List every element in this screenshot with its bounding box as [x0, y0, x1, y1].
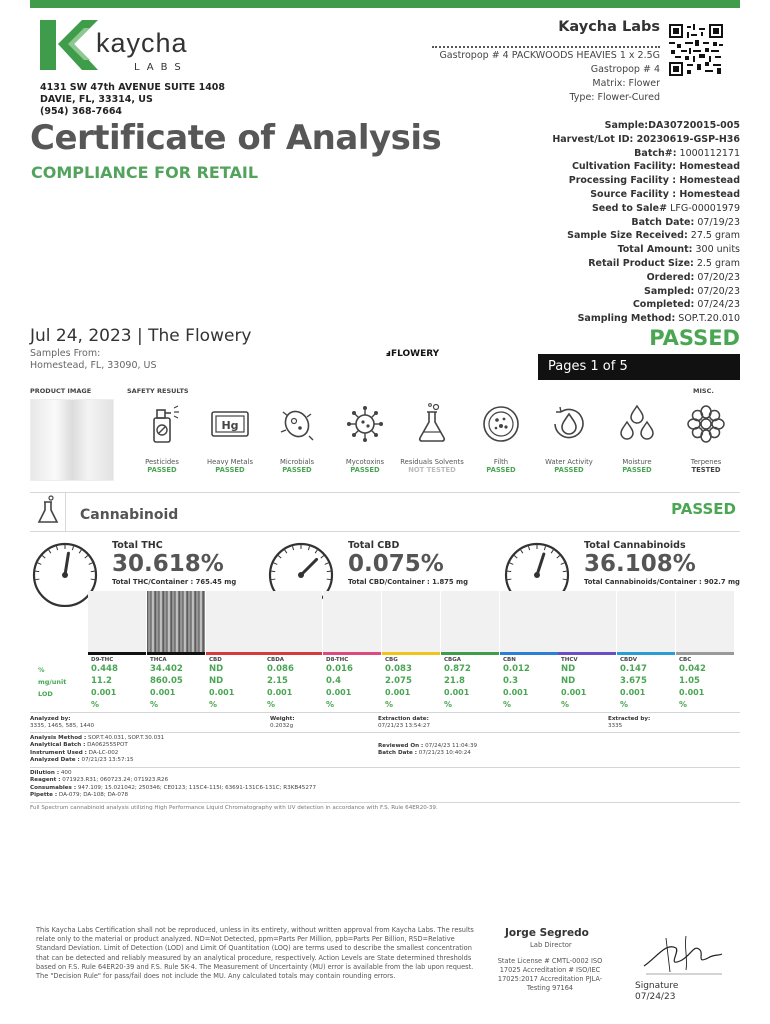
safety-status: PASSED: [554, 466, 584, 474]
extracted-by: [608, 716, 650, 731]
sample-info-row: [552, 216, 740, 230]
table-cell: 0.001: [91, 688, 117, 697]
table-cell: %: [679, 700, 688, 709]
method-note: Full Spectrum cannabinoid analysis utilizing High Performance Liquid Chromatography with UV detection in accordance with F.S. Rule 64ER20-39.: [30, 805, 438, 811]
extraction-date-label: Extraction date:: [378, 716, 429, 722]
table-cell: %: [620, 700, 629, 709]
overall-status: PASSED: [649, 326, 740, 350]
table-cell: ND: [561, 664, 576, 674]
sample-info-row: [552, 271, 740, 285]
analyzed-by: [30, 716, 94, 731]
sample-info-key: Batch Date:: [631, 216, 695, 228]
cannabinoid-bar: [323, 591, 381, 654]
detail-line: [30, 750, 164, 757]
table-cell: 0.147: [620, 664, 647, 674]
safety-status: PASSED: [282, 466, 312, 474]
sample-info-row: [552, 174, 740, 188]
review-block: [378, 743, 477, 758]
analyzed-by-label: Analyzed by:: [30, 716, 71, 722]
safety-label: Microbials: [279, 458, 315, 466]
table-cell: 21.8: [444, 676, 465, 686]
cannabinoid-column-header: CBDV: [620, 657, 638, 663]
total-label: Total CBD: [348, 540, 400, 551]
sample-info-row: [552, 243, 740, 257]
detail-line: [30, 770, 316, 777]
safety-label: Water Activity: [545, 458, 593, 466]
safety-item: [265, 402, 329, 474]
cannabinoid-color-line: [617, 652, 675, 655]
divider: [30, 767, 740, 768]
analysis-method-block: [30, 735, 164, 765]
table-cell: %: [503, 700, 512, 709]
safety-item: [400, 402, 464, 474]
table-cell: 0.001: [385, 688, 411, 697]
product-image-header: PRODUCT IMAGE: [30, 387, 92, 395]
sample-info-key: Seed to Sale#: [591, 202, 668, 214]
sample-info-value: DA30720015-005: [648, 120, 740, 131]
client-brand-logo: [386, 349, 439, 359]
table-cell: 0.001: [267, 688, 293, 697]
hg-icon: [198, 402, 262, 446]
total-per-container: Total CBD/Container : 1.875 mg: [348, 578, 468, 586]
pesticide-sprayer-icon: [130, 402, 194, 446]
sample-info-key: Sampling Method:: [577, 313, 676, 325]
sample-info-row: [552, 298, 740, 312]
address-line: 4131 SW 47th AVENUE SUITE 1408: [40, 82, 226, 93]
flask-icon: [400, 402, 464, 446]
sample-info-row: [552, 285, 740, 299]
sample-info-row: [552, 229, 740, 243]
sample-info-key: Processing Facility :: [568, 175, 677, 187]
sample-info-value: 07/24/23: [694, 299, 740, 311]
detail-value: DA-LC-002: [86, 749, 119, 756]
svg-text:Hg: Hg: [221, 419, 239, 432]
water-drop-icon: [537, 402, 601, 446]
table-cell: %: [326, 700, 335, 709]
cannabinoid-column-header: CBN: [503, 657, 516, 663]
detail-key: Instrument Used :: [30, 749, 87, 756]
extraction-date-value: 07/21/23 13:54:27: [378, 723, 431, 730]
detail-key: Analytical Batch :: [30, 742, 86, 749]
matrix: Matrix: Flower: [592, 78, 660, 89]
table-cell: 0.083: [385, 664, 412, 674]
analyzed-by-value: 3335, 1465, 585, 1440: [30, 723, 95, 730]
table-cell: 1.05: [679, 676, 700, 686]
samples-from: [30, 348, 157, 372]
detail-value: DA-079; DA-108; DA-078: [57, 792, 129, 799]
sample-info-row: [552, 119, 740, 133]
cannabinoid-color-line: [500, 652, 558, 655]
detail-line: [30, 735, 164, 742]
cannabinoid-color-line: [147, 652, 205, 655]
lab-name: Kaycha Labs: [558, 19, 660, 35]
report-date-client: Jul 24, 2023 | The Flowery: [30, 326, 252, 346]
sample-info-key: Sample Size Received:: [567, 230, 688, 242]
table-cell: %: [385, 700, 394, 709]
sample-info-value: Homestead: [676, 188, 740, 200]
detail-line: [30, 742, 164, 749]
table-cell: 0.001: [150, 688, 176, 697]
detail-key: Analysis Method :: [30, 735, 87, 741]
sample-info-row: [552, 147, 740, 161]
detail-value: DA062555POT: [85, 742, 128, 749]
page-title: Certificate of Analysis: [30, 118, 442, 158]
sample-info-key: Cultivation Facility:: [571, 161, 677, 173]
safety-item: [469, 402, 533, 474]
cannabinoid-bar: [500, 591, 558, 654]
detail-key: Pipette :: [30, 792, 58, 799]
total-per-container: Total THC/Container : 765.45 mg: [112, 578, 237, 586]
detail-value: 07/24/23 11:04:39: [423, 743, 478, 749]
cannabinoid-column-header: THCV: [561, 657, 578, 663]
sample-info-value: 1000112171: [676, 147, 740, 159]
safety-item: [130, 402, 194, 474]
flower-icon: [674, 402, 738, 446]
safety-label: Heavy Metals: [207, 458, 253, 466]
sample-info-key: Source Facility :: [590, 188, 677, 200]
cannabinoid-title: Cannabinoid: [80, 507, 179, 523]
sample-info-key: Ordered:: [646, 271, 695, 283]
table-cell: ND: [561, 676, 576, 686]
cannabinoid-column-header: CBDA: [267, 657, 285, 663]
detail-value: 947.109; 15.021042; 250346; CE0123; 115C4-115I; 63691-131C6-131C; R3KB45277: [76, 784, 317, 791]
table-cell: 0.001: [503, 688, 529, 697]
table-cell: 0.4: [326, 676, 342, 686]
sample-info-value: 07/19/23: [694, 216, 740, 228]
safety-status: PASSED: [147, 466, 177, 474]
table-cell: 0.016: [326, 664, 353, 674]
safety-item: [198, 402, 262, 474]
samples-from-address: Homestead, FL, 33090, US: [30, 360, 157, 371]
product-type: Type: Flower-Cured: [569, 92, 660, 103]
divider: [30, 732, 740, 733]
address-phone: (954) 368-7664: [40, 106, 123, 117]
table-cell: ND: [209, 664, 224, 674]
detail-line: [378, 750, 477, 757]
detail-value: SOP.T.40.031, SOP.T.30.031: [86, 735, 165, 741]
detail-key: Consumables :: [30, 784, 77, 791]
total-label: Total Cannabinoids: [584, 540, 686, 551]
cannabinoid-bar: [676, 591, 734, 654]
cannabinoid-bar: [88, 591, 146, 654]
total-per-container: Total Cannabinoids/Container : 902.7 mg: [584, 578, 740, 586]
sample-info-key: Batch#:: [634, 147, 677, 159]
sample-info-key: Total Amount:: [617, 244, 693, 256]
sample-info-row: [552, 188, 740, 202]
samples-from-label: Samples From:: [30, 348, 101, 359]
cannabinoid-column-header: D8-THC: [326, 657, 349, 663]
sample-info-list: [552, 119, 740, 326]
sample-info-value: 2.5 gram: [693, 257, 740, 269]
client-brand-text: FLOWERY: [390, 349, 440, 359]
table-cell: 0.042: [679, 664, 706, 674]
safety-label: Terpenes: [690, 458, 722, 466]
cannabinoid-color-line: [206, 652, 264, 655]
table-cell: %: [444, 700, 453, 709]
sample-info-value: 300 units: [692, 244, 740, 256]
weight-label: Weight:: [270, 716, 295, 722]
sample-info-value: 07/20/23: [694, 271, 740, 283]
reagent-block: [30, 770, 316, 800]
detail-line: [30, 785, 316, 792]
top-accent-bar: [30, 0, 740, 8]
cannabinoid-bar: [206, 591, 264, 654]
sample-info-value: Homestead: [676, 175, 740, 187]
detail-key: Analyzed Date :: [30, 757, 80, 764]
signature-date: 07/24/23: [635, 992, 676, 1002]
sample-info-row: [552, 133, 740, 147]
table-cell: 0.001: [679, 688, 705, 697]
safety-label: Moisture: [622, 458, 652, 466]
cannabinoid-flask-icon: [30, 492, 66, 532]
divider: [30, 802, 740, 803]
safety-status: TESTED: [691, 466, 721, 474]
sample-info-key: Retail Product Size:: [588, 257, 694, 269]
table-cell: 0.086: [267, 664, 294, 674]
logo-wordmark: kaycha: [96, 28, 188, 58]
safety-status: PASSED: [215, 466, 245, 474]
sample-info-value: 20230619-GSP-H36: [633, 133, 740, 145]
detail-value: 07/21/23 13:57:15: [79, 757, 134, 764]
safety-status: PASSED: [622, 466, 652, 474]
cannabinoid-column-header: CBG: [385, 657, 398, 663]
divider: [30, 712, 740, 713]
address-line: DAVIE, FL, 33314, US: [40, 94, 153, 105]
total-label: Total THC: [112, 540, 163, 551]
cannabinoid-bar: [264, 591, 322, 654]
sample-info-row: [552, 257, 740, 271]
table-row-label: mg/unit: [38, 678, 67, 686]
qr-code-icon[interactable]: [669, 24, 723, 76]
cannabinoid-status: PASSED: [671, 500, 736, 518]
table-cell: 860.05: [150, 676, 183, 686]
table-cell: 34.402: [150, 664, 183, 674]
detail-value: 07/21/23 10:40:24: [417, 750, 471, 757]
safety-item: [537, 402, 601, 474]
table-cell: 0.001: [444, 688, 470, 697]
sample-info-value: SOP.T.20.010: [675, 313, 740, 325]
safety-item: [333, 402, 397, 474]
total-value: 0.075%: [348, 551, 444, 577]
table-cell: ND: [209, 676, 224, 686]
sample-info-value: 27.5 gram: [687, 230, 740, 242]
safety-results-header: SAFETY RESULTS: [127, 387, 189, 395]
table-cell: %: [91, 700, 100, 709]
brand-mark-icon: ⅎ: [386, 349, 391, 359]
cannabinoid-color-line: [558, 652, 616, 655]
cannabinoid-color-line: [264, 652, 322, 655]
table-cell: 0.001: [326, 688, 352, 697]
table-cell: %: [561, 700, 570, 709]
table-cell: 3.675: [620, 676, 647, 686]
safety-status: NOT TESTED: [408, 466, 456, 474]
signature-block: [635, 981, 678, 1003]
detail-key: Dilution :: [30, 770, 60, 776]
table-cell: 2.15: [267, 676, 288, 686]
table-cell: 0.001: [561, 688, 587, 697]
table-cell: %: [267, 700, 276, 709]
petri-dish-icon: [469, 402, 533, 446]
table-cell: %: [150, 700, 159, 709]
detail-key: Reviewed On :: [378, 743, 424, 749]
sample-info-key: Sampled:: [644, 285, 695, 297]
sample-info-value: 07/20/23: [694, 285, 740, 297]
safety-status: PASSED: [350, 466, 380, 474]
total-value: 30.618%: [112, 551, 224, 577]
safety-label: Residuals Solvents: [400, 458, 464, 466]
table-cell: 0.872: [444, 664, 471, 674]
extracted-by-label: Extracted by:: [608, 716, 651, 722]
table-cell: 11.2: [91, 676, 112, 686]
table-row-label: LOD: [38, 690, 53, 698]
table-row-label: %: [38, 666, 45, 674]
detail-line: [30, 792, 316, 799]
dotted-divider: [432, 46, 660, 48]
detail-line: [30, 757, 164, 764]
cannabinoid-column-header: THCA: [150, 657, 167, 663]
total-value: 36.108%: [584, 551, 696, 577]
cannabinoid-bar: [147, 591, 205, 654]
sample-info-key: Harvest/Lot ID:: [552, 133, 634, 145]
detail-key: Reagent :: [30, 777, 61, 784]
signer-role: Lab Director: [530, 941, 572, 949]
product-image: [30, 399, 114, 481]
detail-value: 071923.R31; 060723.24; 071923.R26: [60, 777, 169, 784]
cannabinoid-column-header: CBD: [209, 657, 222, 663]
table-cell: %: [209, 700, 218, 709]
page-indicator: Pages 1 of 5: [538, 354, 740, 380]
table-cell: 0.012: [503, 664, 530, 674]
extraction-date: [378, 716, 430, 731]
microbe-icon: [265, 402, 329, 446]
license-text: State License # CMTL-0002 ISO 17025 Accreditation # ISO/IEC 17025:2017 Accreditation PJLA-Testing 97164: [497, 957, 603, 992]
safety-label: Pesticides: [145, 458, 179, 466]
cannabinoid-color-line: [88, 652, 146, 655]
safety-item: [674, 402, 738, 474]
logo-subtext: LABS: [134, 62, 188, 73]
droplets-icon: [605, 402, 669, 446]
sample-info-row: [552, 160, 740, 174]
sample-info-key: Sample:: [604, 120, 649, 131]
cannabinoid-bar: [617, 591, 675, 654]
table-cell: 0.3: [503, 676, 519, 686]
misc-header: MISC.: [693, 387, 714, 395]
sample-info-value: Homestead: [676, 161, 740, 173]
signature-image: [636, 928, 726, 978]
detail-line: [30, 777, 316, 784]
cannabinoid-color-line: [441, 652, 499, 655]
cannabinoid-bar: [558, 591, 616, 654]
product-short-name: Gastropop # 4: [590, 64, 660, 75]
cannabinoid-column-header: D9-THC: [91, 657, 114, 663]
detail-key: Batch Date :: [378, 750, 418, 757]
cannabinoid-bar: [382, 591, 440, 654]
page-subtitle: COMPLIANCE FOR RETAIL: [31, 163, 259, 182]
product-name: Gastropop # 4 PACKWOODS HEAVIES 1 x 2.5G: [439, 50, 660, 61]
extracted-by-value: 3335: [608, 723, 623, 730]
table-cell: 0.448: [91, 664, 118, 674]
sample-info-key: Completed:: [632, 299, 695, 311]
sample-info-row: [552, 202, 740, 216]
safety-label: Mycotoxins: [345, 458, 385, 466]
weight: [270, 716, 295, 731]
cannabinoid-column-header: CBGA: [444, 657, 461, 663]
disclaimer-text: This Kaycha Labs Certification shall not be reproduced, unless in its entirety, without written approval from Kaycha Labs. The results relate only to the material or product analyzed. ND=Not Detected, ppm=Parts Per Million, ppb=Parts Per Billion, RSD=Relative Standard Deviation. Limit of Detection (LOD) and Limit Of Quantitation (LOQ) are terms used to describe the smallest concentration that can be detected and reliably measured by an analytical procedure, respectively. Action Levels are State determined thresholds based on F.S. Rule 64ER20-39 and F.S. Rule 5K-4. The Measurement of Uncertainty (MU) error is available from the lab upon request. The "Decision Rule" for pass/fail does not include the MU. Any calculated totals may contain rounding errors.: [36, 926, 474, 981]
lab-address: [40, 82, 225, 118]
safety-status: PASSED: [486, 466, 516, 474]
safety-item: [605, 402, 669, 474]
cannabinoid-color-line: [676, 652, 734, 655]
detail-line: [378, 743, 477, 750]
detail-value: 400: [59, 770, 72, 776]
cannabinoid-color-line: [323, 652, 381, 655]
cannabinoid-bar: [441, 591, 499, 654]
signature-label: Signature: [635, 981, 679, 991]
sample-info-row: [552, 312, 740, 326]
cannabinoid-column-header: CBC: [679, 657, 692, 663]
sample-info-value: LFG-00001979: [667, 202, 740, 214]
table-cell: 0.001: [209, 688, 235, 697]
virus-icon: [333, 402, 397, 446]
cannabinoid-color-line: [382, 652, 440, 655]
table-cell: 0.001: [620, 688, 646, 697]
signer-name: Jorge Segredo: [505, 927, 589, 939]
table-cell: 2.075: [385, 676, 412, 686]
weight-value: 0.2032g: [270, 723, 294, 730]
safety-label: Filth: [493, 458, 509, 466]
